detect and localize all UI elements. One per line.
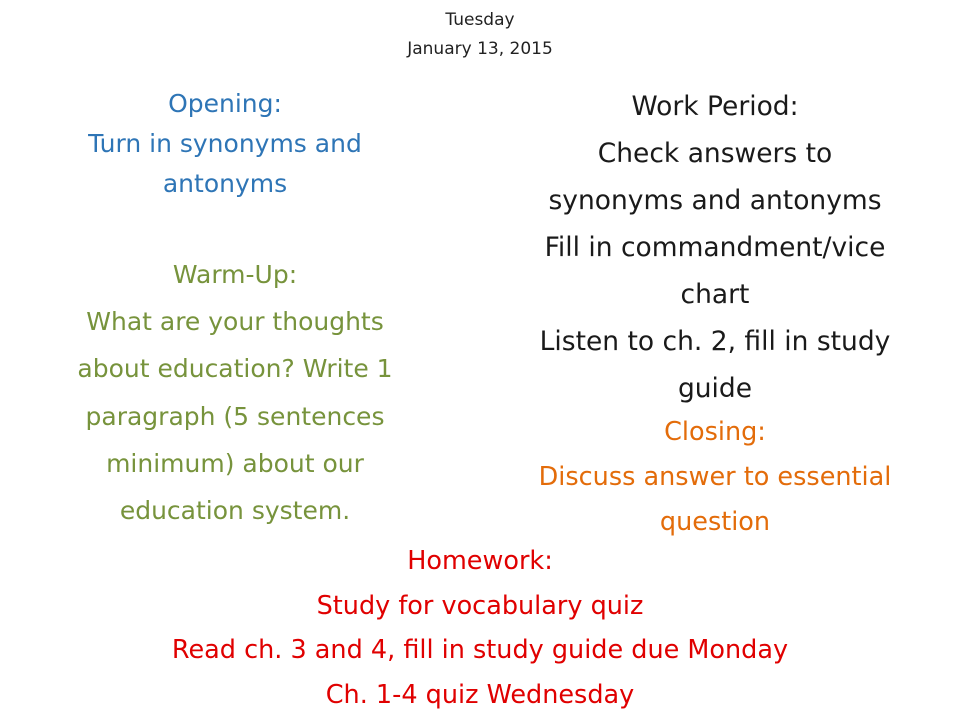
work-period-line: Check answers to	[597, 138, 833, 169]
closing-heading: Closing:	[664, 417, 766, 447]
warmup-line: What are your thoughts	[86, 307, 384, 337]
day-label: Tuesday	[445, 10, 515, 30]
warmup-line: education system.	[119, 496, 351, 526]
work-period-line: synonyms and antonyms	[548, 185, 882, 216]
warmup-line: paragraph (5 sentences	[85, 401, 385, 431]
closing-line: question	[659, 507, 771, 537]
homework-line: Ch. 1-4 quiz Wednesday	[325, 679, 635, 710]
opening-heading: Opening:	[168, 89, 282, 118]
warmup-heading: Warm-Up:	[172, 260, 298, 289]
closing-line: Discuss answer to essential	[538, 462, 892, 492]
homework-line: Study for vocabulary quiz	[316, 590, 644, 621]
homework-section	[0, 539, 960, 717]
homework-line: Read ch. 3 and 4, fill in study guide due Monday	[171, 635, 789, 665]
opening-line: Turn in synonyms and	[88, 129, 362, 158]
warmup-section	[20, 251, 450, 534]
work-period-line: Fill in commandment/vice	[544, 232, 886, 263]
opening-line: antonyms	[162, 169, 288, 198]
closing-section	[480, 410, 950, 545]
work-period-line: chart	[680, 279, 750, 310]
work-period-line: guide	[677, 373, 753, 404]
opening-section	[20, 84, 430, 204]
warmup-line: minimum) about our	[106, 448, 364, 478]
warmup-line: about education? Write 1	[77, 354, 393, 384]
date-header	[330, 6, 630, 64]
date-label: January 13, 2015	[407, 39, 553, 59]
homework-heading: Homework:	[407, 546, 553, 576]
work-period-heading: Work Period:	[631, 91, 799, 122]
work-period-section	[480, 83, 950, 412]
work-period-line: Listen to ch. 2, fill in study	[539, 326, 891, 357]
